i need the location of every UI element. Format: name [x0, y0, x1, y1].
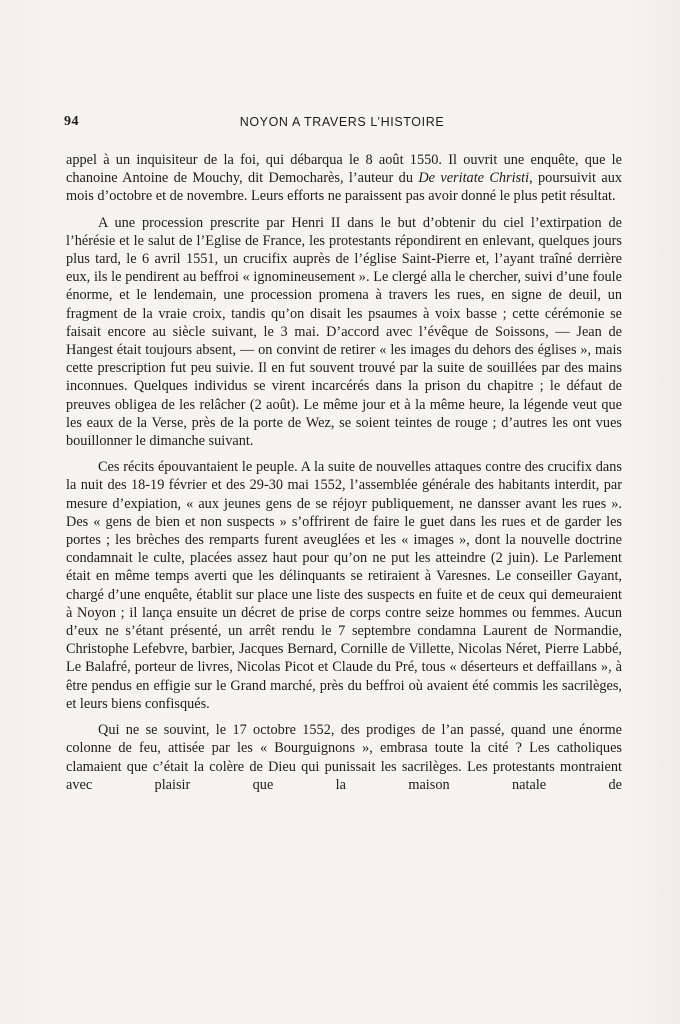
running-title: NOYON A TRAVERS L’HISTOIRE	[239, 115, 445, 129]
paragraph-3: Ces récits épouvantaient le peuple. A la suite de nouvelles attaques contre des crucifix dans la nuit des 18-19 février et des 29-30 mai 1552, l’assemblée générale des habitants interdit, par mesure d’expiation, « aux jeunes gens de se réjoyr publiquement, ne dansser avant les rues ». Des « gens de bien et non suspects » s’offrirent de faire le guet dans les rues et de garder les portes ; les brèches des remparts furent aveuglées et les « images », dont la nouvelle doctrine condamnait le culte, placées assez haut pour qu’on ne put les atteindre (2 juin). Le Parlement était en même temps averti que les délinquants se retiraient à Varesnes. Le conseiller Gayant, chargé d’une enquête, établit sur place une liste des suspects en fuite et de ceux qui demeuraient à Noyon ; il lança ensuite un décret de prise de corps contre seize hommes ou femmes. Aucun d’eux ne s’étant présenté, un arrêt rendu le 7 septembre condamna Laurent de Normandie, Christophe Lefebvre, barbier, Jacques Bernard, Cornille de Villette, Nicolas Néret, Pierre Labbé, Le Balafré, porteur de livres, Nicolas Picot et Claude du Pré, tous « déserteurs et deffaillans », à être pendus en effigie sur le Grand marché, près du beffroi où avaient été commis les sacrilèges, et leurs biens confisqués.	[66, 459, 622, 712]
page-header	[64, 114, 620, 134]
paragraph-4: Qui ne se souvint, le 17 octobre 1552, des prodiges de l’an passé, quand une énorme colonne de feu, attisée par les « Bourguignons », embrasa toute la cité ? Les catholiques clamaient que c’était la colère de Dieu qui punissait les sacrilèges. Les protestants montraient avec plaisir que la maison natale de	[66, 722, 622, 793]
paragraph-1-text-after: , poursuivit aux mois d’octobre et de novembre. Leurs efforts ne paraissent pas avoir donné le plus petit résultat.	[66, 170, 622, 205]
paragraph-1	[66, 151, 622, 206]
body-text	[66, 151, 622, 802]
paragraph-2: A une procession prescrite par Henri II dans le but d’obtenir du ciel l’extirpation de l’hérésie et le salut de l’Eglise de France, les protestants répondirent en enlevant, quelques jours plus tard, le 6 avril 1551, un crucifix auprès de l’église Saint-Pierre et, l’ayant traîné derrière eux, ils le pendirent au beffroi « ignomineusement ». Le clergé alla le chercher, suivi d’une foule énorme, et le lendemain, une procession promena à travers les rues, en signe de deuil, un fragment de la vraie croix, tandis qu’on disait les psaumes à voix basse ; cette cérémonie se faisait encore au siècle suivant, le 3 mai. D’accord avec l’évêque de Soissons, — Jean de Hangest était toujours absent, — on convint de retirer « les images du dehors des églises », mais cette prescription fut peu suivie. Il en fut souvent trouvé par la suite de souillées par des mains inconnues. Quelques individus se virent incarcérés dans la prison du chapitre ; le défaut de preuves obligea de les relâcher (2 août). Le même jour et à la même heure, la légende veut que les eaux de la Verse, près de la porte de Wez, se soient teintes de rouge ; d’autres les ont vues bouillonner le dimanche suivant.	[66, 214, 622, 450]
page-number: 94	[64, 114, 79, 129]
book-title-italic: De veritate Christi	[418, 170, 530, 187]
paragraph-1-text: appel à un inquisiteur de la foi, qui débarqua le 8 août 1550. Il ouvrit une enquête, que le chanoine Antoine de Mouchy, dit Democharès, l’auteur du	[66, 152, 622, 187]
